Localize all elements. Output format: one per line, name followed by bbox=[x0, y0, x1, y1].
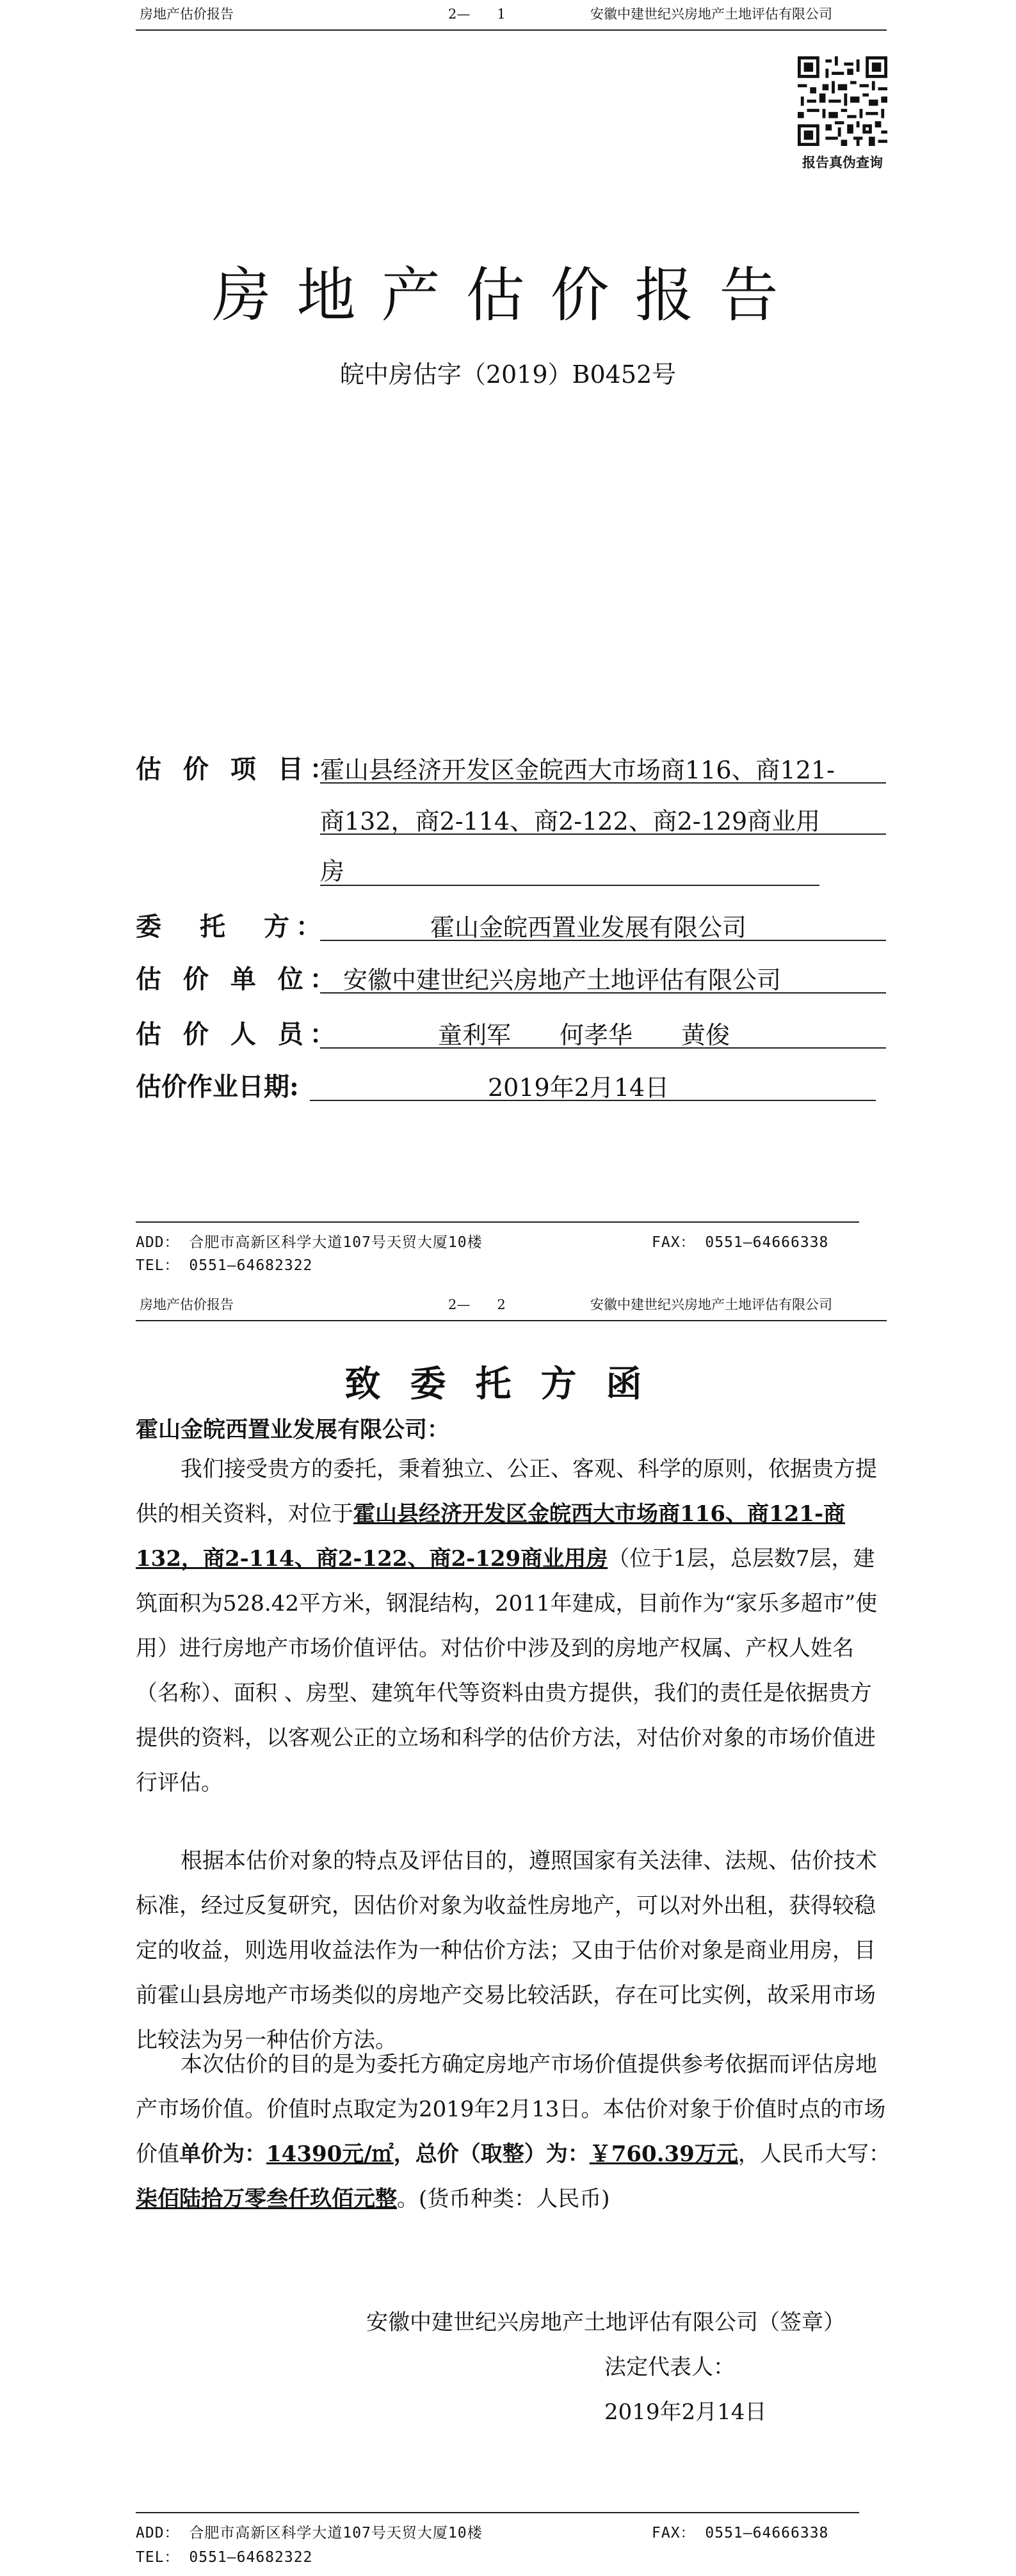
client-label: 委 托 方： bbox=[136, 912, 328, 942]
p1-property-address: 霍山县经济开发区金皖西大市场商116、商121-商132，商2-114、商2-122、商2-129商业用房 bbox=[136, 1501, 846, 1572]
footer-fax: FAX： 0551—64666338 bbox=[652, 1234, 829, 1251]
p3-total-label: ，总价（取整）为： bbox=[393, 2141, 590, 2167]
sign-representative: 法定代表人： bbox=[604, 2355, 735, 2380]
footer-address: ADD： 合肥市高新区科学大道107号天贸大厦10楼 bbox=[136, 1234, 483, 1251]
header-page-number: 2— 2 bbox=[448, 1297, 506, 1312]
date-label: 估价作业日期: bbox=[136, 1072, 299, 1102]
footer-tel: TEL： 0551—64682322 bbox=[136, 2549, 313, 2566]
p1-details: （位于1层，总层数7层，建筑面积为528.42平方米，钢混结构，2011年建成，目前作为“家乐多超市”使用）进行房地产市场价值评估。对估价中涉及到的房地产权属、产权人姓名（名称）、面积 、房型、建筑年代等资料由贵方提供，我们的责任是依据贵方提供的资料，以客观公正的立场和科学的估价方法，对估价对象的市场价值进行评估。 bbox=[136, 1546, 878, 1796]
header-right: 安徽中建世纪兴房地产土地评估有限公司 bbox=[590, 1297, 832, 1312]
header-page-number: 2— 1 bbox=[448, 6, 506, 22]
header-right: 安徽中建世纪兴房地产土地评估有限公司 bbox=[590, 6, 832, 22]
qr-caption: 报告真伪查询 bbox=[802, 154, 883, 170]
footer-rule bbox=[136, 1221, 859, 1223]
date-value: 2019年2月14日 bbox=[488, 1074, 670, 1102]
salutation: 霍山金皖西置业发展有限公司： bbox=[136, 1417, 450, 1443]
paragraph-2: 根据本估价对象的特点及评估目的，遵照国家有关法律、法规、估价技术标准，经过反复研究，因估价对象为收益性房地产，可以对外出租，获得较稳定的收益，则选用收益法作为一种估价方法；又由于估价对象是商业用房，目前霍山县房地产市场类似的房地产交易比较活跃，存在可比实例，故采用市场比较法为另一种估价方法。 bbox=[136, 1848, 877, 2053]
footer-address: ADD： 合肥市高新区科学大道107号天贸大厦10楼 bbox=[136, 2525, 483, 2541]
staff-underline bbox=[320, 1047, 886, 1049]
document-number: 皖中房估字（2019）B0452号 bbox=[339, 360, 677, 389]
p3-rmb-label: ，人民币大写： bbox=[738, 2141, 891, 2167]
header-left: 房地产估价报告 bbox=[140, 6, 234, 22]
footer-rule bbox=[136, 2512, 859, 2513]
unit-value: 安徽中建世纪兴房地产土地评估有限公司 bbox=[343, 966, 782, 994]
sign-date: 2019年2月14日 bbox=[604, 2399, 767, 2425]
qr-code-icon[interactable] bbox=[798, 56, 887, 146]
paragraph-1 bbox=[136, 1447, 891, 1805]
project-value-line1: 霍山县经济开发区金皖西大市场商116、商121- bbox=[320, 756, 835, 784]
project-label: 估 价 项 目： bbox=[136, 754, 342, 784]
client-underline bbox=[320, 940, 886, 941]
unit-underline bbox=[320, 992, 886, 994]
report-title: 房地产估价报告 bbox=[212, 261, 804, 330]
p3-rmb-amount: 柒佰陆拾万零叁仟玖佰元整 bbox=[136, 2186, 397, 2212]
p1-intro: 我们接受贵方的委托，秉着独立、公正、客观、科学的原则，依据贵方提供的相关资料，对位于 bbox=[136, 1456, 877, 1527]
footer-tel: TEL： 0551—64682322 bbox=[136, 1257, 313, 1274]
project-underline-2 bbox=[320, 833, 886, 835]
p3-intro: 本次估价的目的是为委托方确定房地产市场价值提供参考依据而评估房地产市场价值。价值时点取定为2019年2月13日。本估价对象于价值时点的市场价值 bbox=[136, 2052, 886, 2167]
header-left: 房地产估价报告 bbox=[140, 1297, 234, 1312]
footer-fax: FAX： 0551—64666338 bbox=[652, 2525, 829, 2541]
project-value-line2: 商132，商2-114、商2-122、商2-129商业用 bbox=[320, 807, 821, 835]
client-value: 霍山金皖西置业发展有限公司 bbox=[430, 914, 747, 942]
project-value-line3: 房 bbox=[320, 857, 345, 885]
unit-label: 估 价 单 位： bbox=[136, 964, 342, 994]
letter-title: 致委托方函 bbox=[344, 1363, 672, 1405]
sign-company: 安徽中建世纪兴房地产土地评估有限公司（签章） bbox=[366, 2310, 845, 2335]
header-rule bbox=[136, 1320, 887, 1321]
staff-value: 童利军 何孝华 黄俊 bbox=[438, 1021, 730, 1049]
p3-unit-price: 14390元/㎡ bbox=[266, 2141, 394, 2167]
header-rule bbox=[136, 29, 887, 31]
p3-total-price: ￥760.39万元 bbox=[589, 2141, 738, 2167]
paragraph-3 bbox=[136, 2042, 891, 2221]
project-underline-3 bbox=[320, 885, 819, 886]
project-underline-1 bbox=[320, 782, 886, 784]
p3-unit-price-label: 单价为： bbox=[179, 2141, 266, 2167]
date-underline bbox=[310, 1100, 876, 1101]
p3-currency: 。(货币种类：人民币) bbox=[397, 2186, 610, 2212]
staff-label: 估 价 人 员： bbox=[136, 1019, 342, 1049]
